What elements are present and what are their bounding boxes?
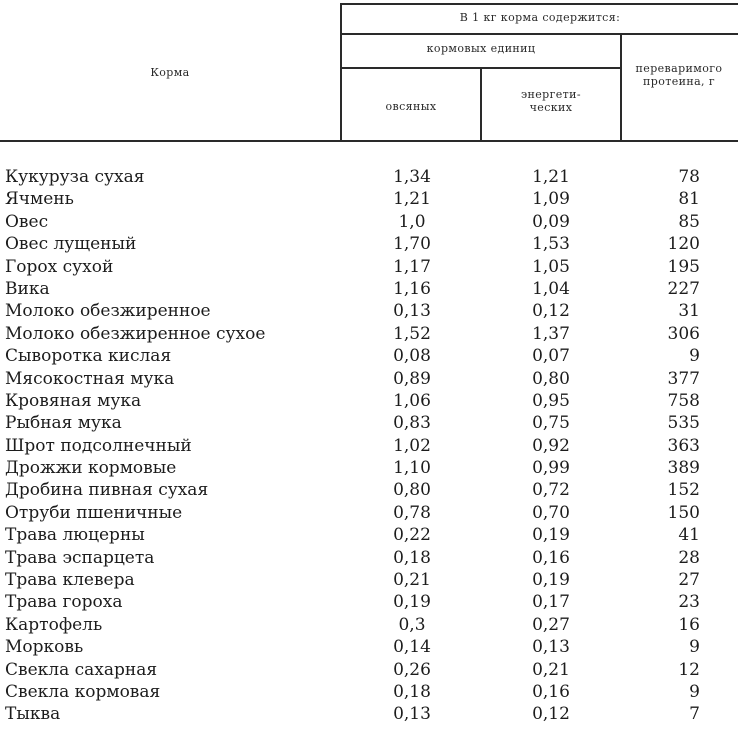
oat-units-cell: 0,3: [398, 614, 426, 635]
protein-cell: 306: [667, 323, 700, 344]
feed-name-cell: Дробина пивная сухая: [5, 480, 209, 501]
table-row: [0, 412, 738, 434]
energy-units-cell: 1,21: [532, 167, 570, 187]
energy-units-cell: 0,17: [532, 592, 570, 613]
oat-units-cell: 1,02: [393, 435, 431, 456]
feed-name-cell: Тыква: [5, 704, 61, 725]
table-row: [0, 300, 738, 322]
oat-units-cell: 0,22: [393, 525, 431, 546]
table-row: [0, 614, 738, 636]
table-row: [0, 703, 738, 725]
oat-units-cell: 0,08: [393, 346, 431, 367]
table-row: [0, 435, 738, 457]
energy-units-cell: 0,99: [532, 458, 570, 479]
table-row: [0, 278, 738, 300]
feed-name-cell: Кукуруза сухая: [5, 167, 145, 187]
feed-name-cell: Горох сухой: [5, 256, 114, 277]
table-row: [0, 368, 738, 390]
header-digestible-protein: переваримого протеина, г: [635, 62, 723, 88]
feed-name-cell: Вика: [5, 278, 50, 299]
protein-cell: 195: [667, 256, 700, 277]
oat-units-cell: 0,26: [393, 659, 431, 680]
table-row: [0, 659, 738, 681]
feed-name-cell: Молоко обезжиренное сухое: [5, 323, 266, 344]
oat-units-cell: 0,83: [393, 413, 431, 434]
table-row: [0, 345, 738, 367]
table-row: [0, 681, 738, 703]
feed-name-cell: Кровяная мука: [5, 390, 142, 411]
energy-units-cell: 0,92: [532, 435, 570, 456]
energy-units-cell: 0,19: [532, 525, 570, 546]
protein-cell: 9: [689, 346, 700, 367]
table-row: [0, 636, 738, 658]
oat-units-cell: 1,70: [393, 234, 431, 255]
table-row: [0, 390, 738, 412]
oat-units-cell: 0,80: [393, 480, 431, 501]
oat-units-cell: 0,13: [393, 301, 431, 322]
table-row: [0, 591, 738, 613]
protein-cell: 28: [678, 547, 700, 568]
protein-cell: 12: [678, 659, 700, 680]
feed-name-cell: Отруби пшеничные: [5, 502, 183, 523]
header-bottom-rule: [0, 140, 738, 142]
header-subgroup-label: кормовых единиц: [426, 42, 536, 55]
oat-units-cell: 1,16: [393, 278, 431, 299]
oat-units-cell: 1,10: [393, 458, 431, 479]
table-row: [0, 569, 738, 591]
energy-units-cell: 0,12: [532, 704, 570, 725]
protein-cell: 377: [667, 368, 700, 389]
protein-cell: 150: [667, 502, 700, 523]
protein-cell: 227: [667, 278, 700, 299]
protein-cell: 9: [689, 637, 700, 658]
oat-units-cell: 0,21: [393, 570, 431, 591]
protein-cell: 7: [689, 704, 700, 725]
feed-name-cell: Морковь: [5, 637, 84, 658]
header-divider-protein: [620, 33, 622, 141]
energy-units-cell: 0,75: [532, 413, 570, 434]
header-oat-units: овсяных: [385, 100, 437, 113]
table-row: [0, 211, 738, 233]
table-row: [0, 524, 738, 546]
table-row: [0, 547, 738, 569]
feed-name-cell: Сыворотка кислая: [5, 346, 172, 367]
feed-name-cell: Дрожжи кормовые: [5, 458, 177, 479]
protein-cell: 152: [667, 480, 700, 501]
feed-name-cell: Свекла кормовая: [5, 681, 161, 702]
feed-name-cell: Картофель: [5, 614, 103, 635]
protein-cell: 363: [667, 435, 700, 456]
protein-cell: 41: [678, 525, 700, 546]
oat-units-cell: 0,14: [393, 637, 431, 658]
oat-units-cell: 0,18: [393, 681, 431, 702]
protein-cell: 16: [678, 614, 700, 635]
oat-units-cell: 0,19: [393, 592, 431, 613]
table-row: [0, 256, 738, 278]
oat-units-cell: 0,18: [393, 547, 431, 568]
protein-cell: 120: [667, 234, 700, 255]
table-row: [0, 457, 738, 479]
oat-units-cell: 0,13: [393, 704, 431, 725]
protein-cell: 758: [667, 390, 700, 411]
energy-units-cell: 1,09: [532, 189, 570, 210]
protein-cell: 9: [689, 681, 700, 702]
table-row: [0, 323, 738, 345]
protein-cell: 23: [678, 592, 700, 613]
energy-units-cell: 1,53: [532, 234, 570, 255]
oat-units-cell: 1,0: [398, 211, 426, 232]
protein-cell: 81: [678, 189, 700, 210]
oat-units-cell: 0,89: [393, 368, 431, 389]
energy-units-cell: 0,12: [532, 301, 570, 322]
oat-units-cell: 0,78: [393, 502, 431, 523]
feed-name-cell: Мясокостная мука: [5, 368, 175, 389]
table-body: [0, 166, 738, 726]
energy-units-cell: 1,05: [532, 256, 570, 277]
feed-name-cell: Свекла сахарная: [5, 659, 158, 680]
oat-units-cell: 1,06: [393, 390, 431, 411]
energy-units-cell: 0,16: [532, 681, 570, 702]
header-energy-units: энергети- ческих: [520, 88, 582, 114]
oat-units-cell: 1,17: [393, 256, 431, 277]
feed-name-cell: Молоко обезжиренное: [5, 301, 211, 322]
energy-units-cell: 0,95: [532, 390, 570, 411]
table-row: [0, 479, 738, 501]
protein-cell: 85: [678, 211, 700, 232]
protein-cell: 27: [678, 570, 700, 591]
feed-name-cell: Трава клевера: [5, 570, 135, 591]
feed-name-cell: Овес: [5, 211, 49, 232]
oat-units-cell: 1,21: [393, 189, 431, 210]
feed-name-cell: Рыбная мука: [5, 413, 122, 434]
header-rule-group: [342, 33, 738, 35]
protein-cell: 78: [678, 167, 700, 187]
protein-cell: 535: [667, 413, 700, 434]
table-row: [0, 188, 738, 210]
protein-cell: 389: [667, 458, 700, 479]
protein-cell: 31: [678, 301, 700, 322]
energy-units-cell: 0,80: [532, 368, 570, 389]
energy-units-cell: 1,37: [532, 323, 570, 344]
energy-units-cell: 0,70: [532, 502, 570, 523]
feed-name-cell: Овес лущеный: [5, 234, 137, 255]
feed-name-cell: Трава люцерны: [5, 525, 145, 546]
oat-units-cell: 1,52: [393, 323, 431, 344]
header-feed-label: Корма: [150, 66, 190, 79]
table-row: [0, 166, 738, 188]
energy-units-cell: 0,21: [532, 659, 570, 680]
table-row: [0, 502, 738, 524]
energy-units-cell: 0,27: [532, 614, 570, 635]
table-row: [0, 233, 738, 255]
feed-name-cell: Шрот подсолнечный: [5, 435, 192, 456]
energy-units-cell: 0,72: [532, 480, 570, 501]
feed-name-cell: Трава эспарцета: [5, 547, 155, 568]
energy-units-cell: 1,04: [532, 278, 570, 299]
oat-units-cell: 1,34: [393, 167, 431, 187]
energy-units-cell: 0,09: [532, 211, 570, 232]
energy-units-cell: 0,13: [532, 637, 570, 658]
energy-units-cell: 0,07: [532, 346, 570, 367]
feed-name-cell: Ячмень: [5, 189, 74, 210]
header-top-rule: [342, 3, 738, 5]
energy-units-cell: 0,19: [532, 570, 570, 591]
feed-name-cell: Трава гороха: [5, 592, 123, 613]
energy-units-cell: 0,16: [532, 547, 570, 568]
header-group-title: В 1 кг корма содержится:: [459, 11, 621, 24]
